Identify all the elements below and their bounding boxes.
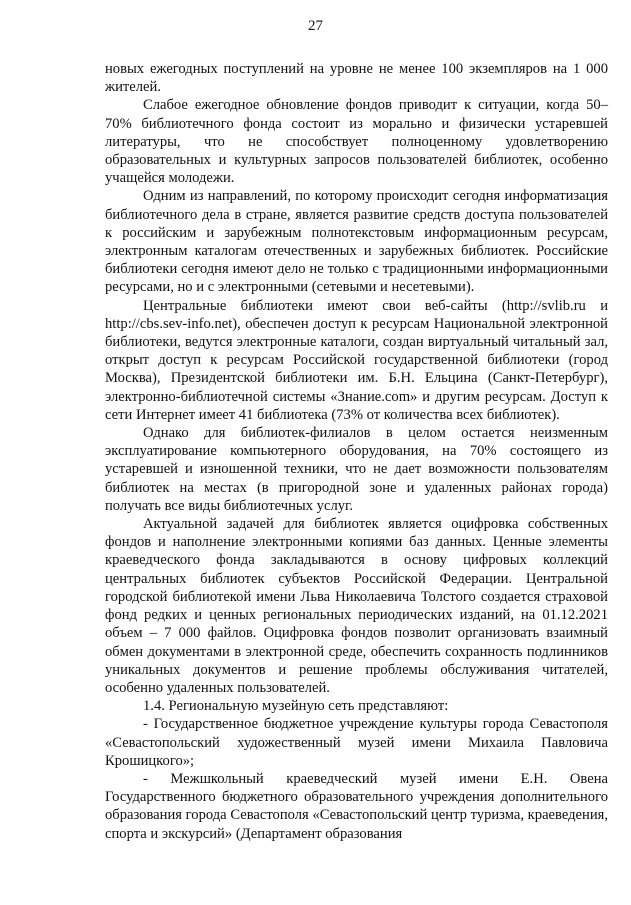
list-item-local-history-museum: - Межшкольный краеведческий музей имени Е.Н. Овена Государственного бюджетного образовательного учреждения дополнительного образования города Севастополя «Севастопольский центр туризма, краеведения, спорта и экскурсий» (Департамент образования: [105, 770, 608, 842]
paragraph-continuation: новых ежегодных поступлений на уровне не менее 100 экземпляров на 1 000 жителей.: [105, 61, 608, 96]
paragraph-fund-renewal: Слабое ежегодное обновление фондов приводит к ситуации, когда 50–70% библиотечного фонда состоит из морально и физически устаревшей литературы, что не способствует полноценному удовлетворению образовательных и культурных запросов пользователей библиотек, особенно учащейся молодежи.: [105, 97, 608, 187]
paragraph-digitization: Актуальной задачей для библиотек является оцифровка собственных фондов и наполнение электронными копиями баз данных. Ценные элементы краеведческого фонда закладываются в основу цифровых коллекций центральных библиотек субъектов Российской Федерации. Центральной городской библиотекой имени Льва Николаевича Толстого создается страховой фонд редких и ценных региональных периодических изданий, на 01.12.2021 объем – 7 000 файлов. Оцифровка фондов позволит организовать взаимный обмен документами в электронной среде, обеспечить сохранность подлинников уникальных документов и решение проблемы обслуживания читателей, особенно удаленных пользователей.: [105, 516, 608, 696]
paragraph-branch-equipment: Однако для библиотек-филиалов в целом остается неизменным эксплуатирование компьютерного оборудования, на 70% состоящего из устаревшей и изношенной техники, что не дает возможности пользователям библиотек на местах (в пригородной зоне и удаленных районах города) получать все виды библиотечных услуг.: [105, 425, 608, 514]
paragraph-informatization: Одним из направлений, по которому происходит сегодня информатизация библиотечного дела в стране, является развитие средств доступа пользователей к российским и зарубежным полнотекстовым информационным ресурсам, электронным каталогам отечественных и зарубежных библиотек. Российские библиотеки сегодня имеют дело не только с традиционными информационными ресурсами, но и с электронными (сетевыми и несетевыми).: [105, 188, 608, 296]
paragraph-websites: Центральные библиотеки имеют свои веб-сайты (http://svlib.ru и http://cbs.sev-info.net), обеспечен доступ к ресурсам Национальной электронной библиотеки, ведутся электронные каталоги, создан виртуальный читальный зал, открыт доступ к ресурсам Российской государственной библиотеки (город Москва), Президентской библиотеки им. Б.Н. Ельцина (Санкт-Петербург), электронно-библиотечной системы «Знание.com» и другим ресурсам. Доступ к сети Интернет имеет 41 библиотека (73% от количества всех библиотек).: [105, 297, 608, 423]
document-body: [105, 60, 608, 843]
list-item-art-museum: - Государственное бюджетное учреждение культуры города Севастополя «Севастопольский художественный музей имени Михаила Павловича Крошицкого»;: [105, 716, 608, 769]
page-number: 27: [308, 18, 323, 34]
section-heading-museums: 1.4. Региональную музейную сеть представляют:: [143, 698, 449, 715]
